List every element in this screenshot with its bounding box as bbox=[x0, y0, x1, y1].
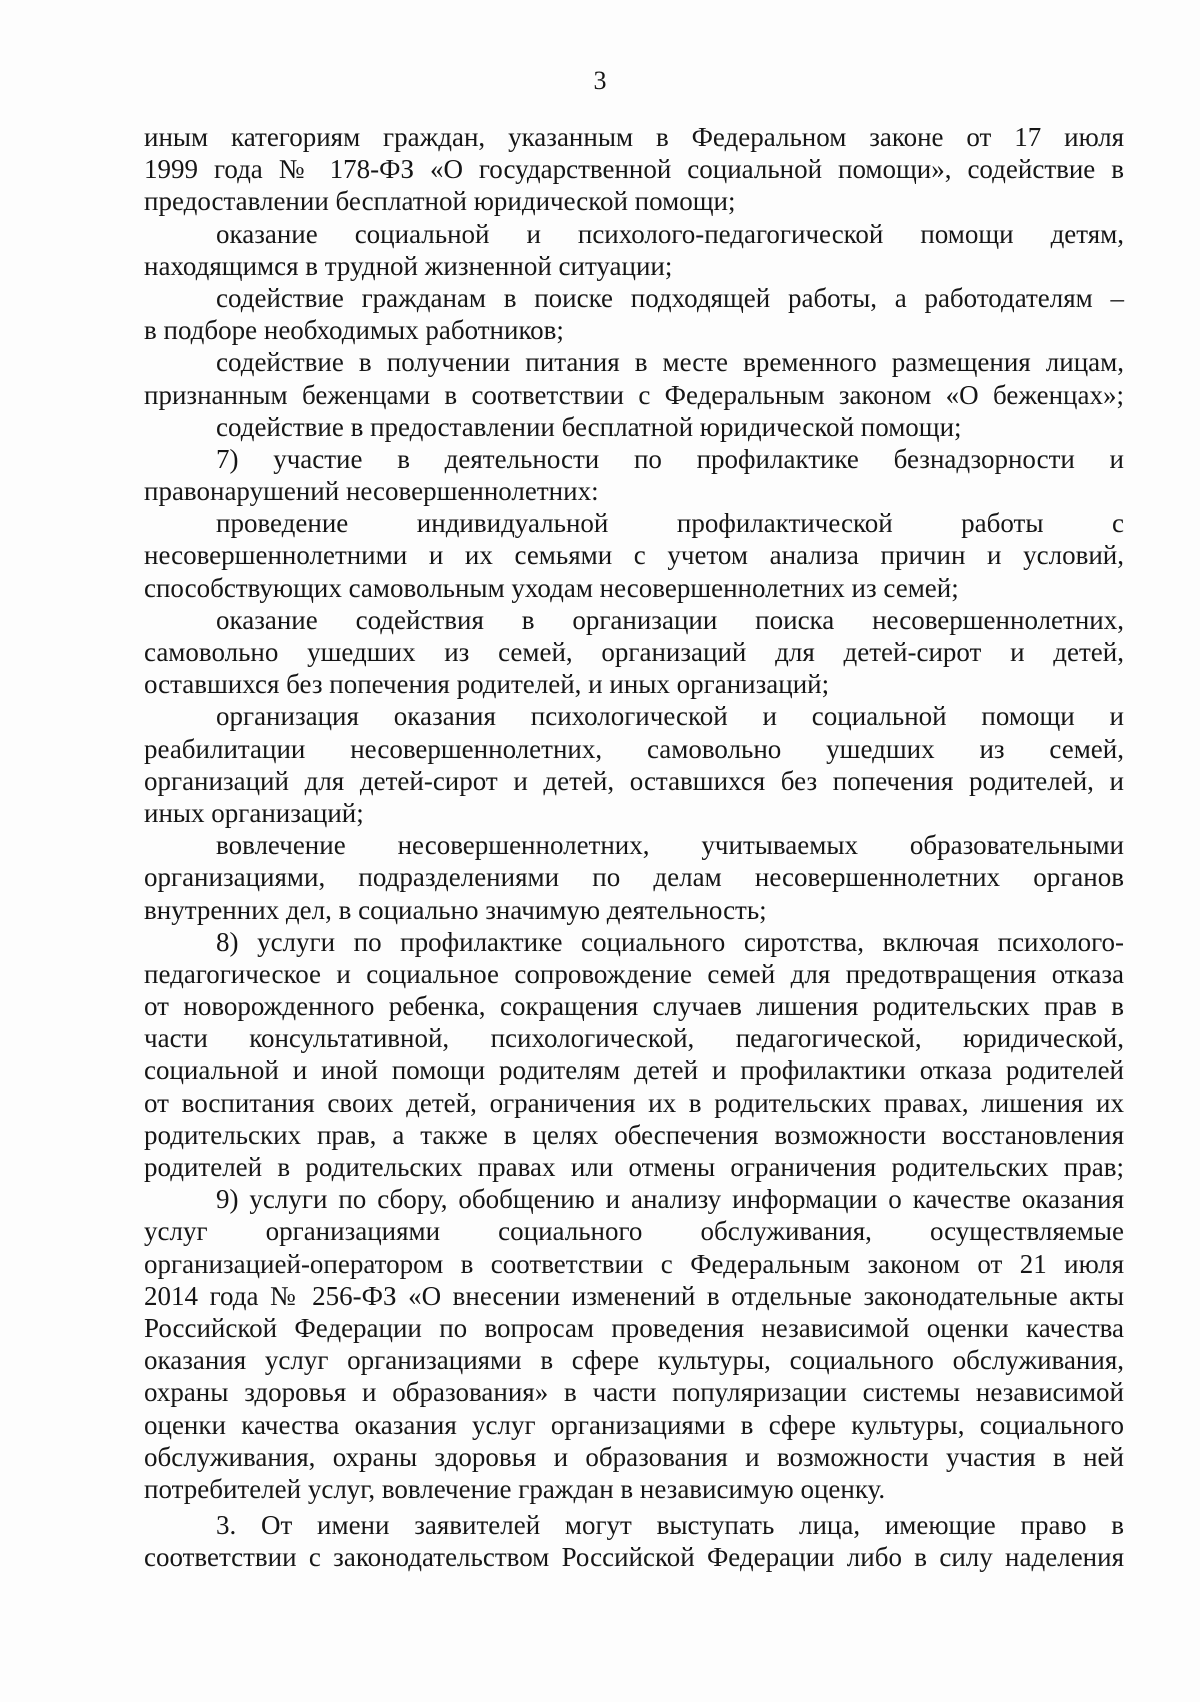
text-line: в подборе необходимых работников; bbox=[144, 315, 564, 346]
text-line: способствующих самовольным уходам несовершеннолетних из семей; bbox=[144, 572, 959, 603]
text-line: 2014 года № 256-ФЗ «О внесении изменений в отдельные законодательные акты bbox=[144, 1280, 1124, 1311]
text-line: 1999 года № 178-ФЗ «О государственной социальной помощи», содействие в bbox=[144, 154, 1124, 185]
text-line: охраны здоровья и образования» в части популяризации системы независимой bbox=[144, 1377, 1124, 1408]
text-line: реабилитации несовершеннолетних, самовольно ушедших из семей, bbox=[144, 733, 1124, 764]
text-line: содействие в предоставлении бесплатной юридической помощи; bbox=[216, 411, 962, 442]
text-line: 8) услуги по профилактике социального сиротства, включая психолого- bbox=[216, 926, 1124, 957]
text-line: от воспитания своих детей, ограничения их в родительских правах, лишения их bbox=[144, 1087, 1124, 1118]
text-line: иным категориям граждан, указанным в Федеральном законе от 17 июля bbox=[144, 122, 1124, 152]
text-line: потребителей услуг, вовлечение граждан в независимую оценку. bbox=[144, 1473, 886, 1504]
text-line: правонарушений несовершеннолетних: bbox=[144, 476, 599, 507]
text-line: организаций для детей-сирот и детей, оставшихся без попечения родителей, и bbox=[144, 765, 1124, 796]
text-line: 9) услуги по сбору, обобщению и анализу информации о качестве оказания bbox=[216, 1184, 1124, 1215]
text-line: организацией-оператором в соответствии с Федеральным законом от 21 июля bbox=[144, 1248, 1124, 1279]
text-line: организация оказания психологической и социальной помощи и bbox=[216, 701, 1124, 732]
text-line: родительских прав, а также в целях обеспечения возможности восстановления bbox=[144, 1119, 1124, 1150]
text-line: самовольно ушедших из семей, организаций для детей-сирот и детей, bbox=[144, 637, 1124, 667]
text-line: родителей в родительских правах или отмены ограничения родительских прав; bbox=[144, 1152, 1124, 1182]
text-line: от новорожденного ребенка, сокращения случаев лишения родительских прав в bbox=[144, 991, 1124, 1022]
text-line: предоставлении бесплатной юридической помощи; bbox=[144, 186, 736, 217]
text-line: 3. От имени заявителей могут выступать лица, имеющие право в bbox=[216, 1510, 1124, 1541]
text-line: оказание социальной и психолого-педагогической помощи детям, bbox=[216, 218, 1124, 249]
text-line: педагогическое и социальное сопровождение семей для предотвращения отказа bbox=[144, 958, 1124, 989]
text-line: оценки качества оказания услуг организациями в сфере культуры, социального bbox=[144, 1409, 1124, 1440]
text-line: признанным беженцами в соответствии с Федеральным законом «О беженцах»; bbox=[144, 379, 1124, 410]
text-line: организациями, подразделениями по делам несовершеннолетних органов bbox=[144, 862, 1124, 893]
text-line: несовершеннолетними и их семьями с учетом анализа причин и условий, bbox=[144, 540, 1124, 571]
text-line: иных организаций; bbox=[144, 797, 364, 828]
text-line: проведение индивидуальной профилактической работы с bbox=[216, 508, 1124, 539]
text-line: содействие в получении питания в месте временного размещения лицам, bbox=[216, 347, 1124, 378]
text-line: обслуживания, охраны здоровья и образования и возможности участия в ней bbox=[144, 1441, 1124, 1472]
text-line: оставшихся без попечения родителей, и иных организаций; bbox=[144, 669, 830, 700]
text-line: находящимся в трудной жизненной ситуации; bbox=[144, 250, 673, 281]
text-line: Российской Федерации по вопросам проведения независимой оценки качества bbox=[144, 1312, 1124, 1343]
text-line: части консультативной, психологической, педагогической, юридической, bbox=[144, 1023, 1124, 1054]
text-line: содействие гражданам в поиске подходящей работы, а работодателям – bbox=[216, 282, 1124, 313]
page-number: 3 bbox=[593, 66, 607, 95]
text-line: услуг организациями социального обслуживания, осуществляемые bbox=[144, 1216, 1124, 1247]
text-line: внутренних дел, в социально значимую деятельность; bbox=[144, 894, 767, 925]
text-line: социальной и иной помощи родителям детей и профилактики отказа родителей bbox=[144, 1055, 1124, 1086]
text-line: оказания услуг организациями в сфере культуры, социального обслуживания, bbox=[144, 1345, 1124, 1376]
text-line: оказание содействия в организации поиска несовершеннолетних, bbox=[216, 604, 1124, 635]
document-body bbox=[144, 121, 1124, 1573]
text-line: вовлечение несовершеннолетних, учитываемых образовательными bbox=[216, 830, 1124, 861]
text-line: соответствии с законодательством Российской Федерации либо в силу наделения bbox=[144, 1542, 1124, 1573]
text-line: 7) участие в деятельности по профилактике безнадзорности и bbox=[216, 443, 1124, 474]
